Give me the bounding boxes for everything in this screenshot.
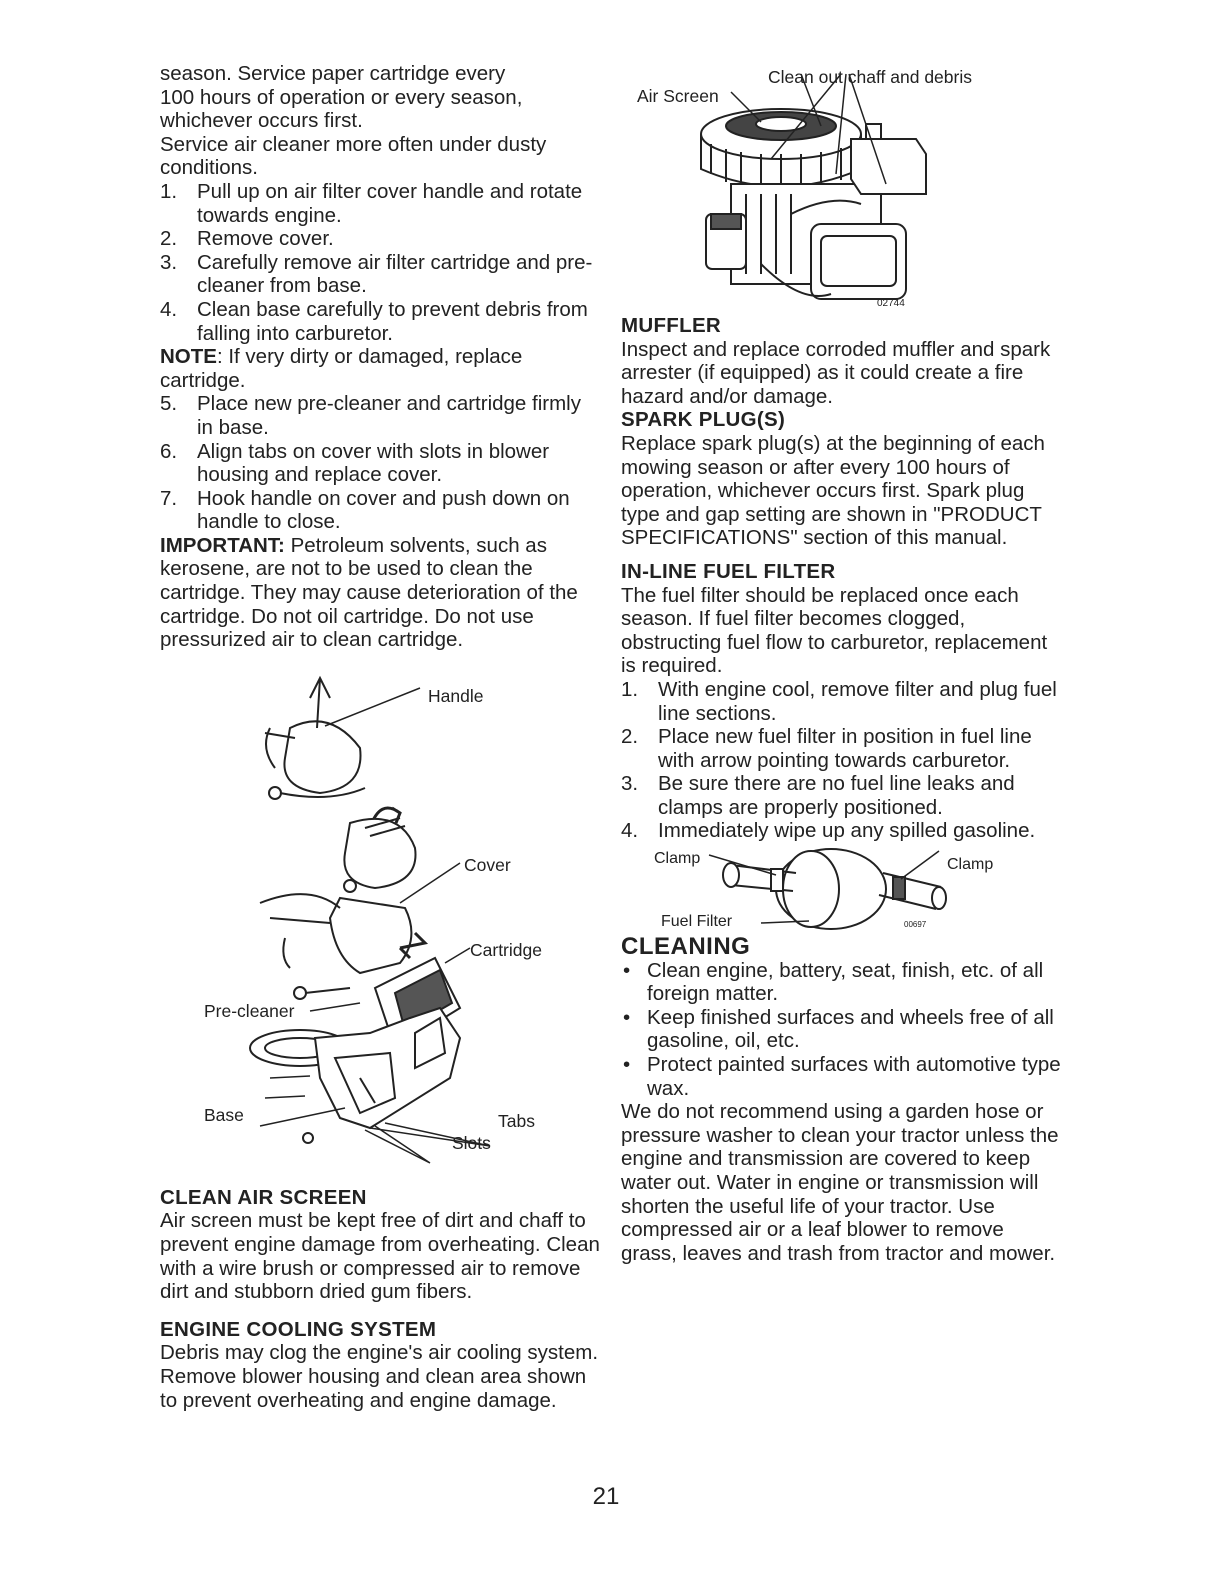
- spark-plug-heading: SPARK PLUG(S): [621, 408, 786, 432]
- step-number: 3.: [621, 772, 639, 796]
- list-item: [621, 772, 1061, 819]
- right-column: [621, 64, 1061, 1265]
- figure-id: 02744: [877, 298, 905, 309]
- engine-cooling-heading: ENGINE COOLING SYSTEM: [160, 1317, 437, 1341]
- note-text: : If very dirty or damaged, replace cartridge.: [160, 345, 523, 392]
- steps-list-a: [160, 180, 600, 345]
- tabs-label: Tabs: [498, 1110, 535, 1131]
- step-number: 2.: [621, 725, 639, 749]
- spark-plug-text: Replace spark plug(s) at the beginning of each mowing season or after every 100 hours of operation, whichever occurs first. Spark plug type and gap setting are shown in "PRODUCT SPECIFICATIONS" section of this manual.: [621, 431, 1045, 550]
- air-filter-figure: [160, 658, 600, 1186]
- fuel-filter-heading: IN-LINE FUEL FILTER: [621, 559, 836, 583]
- muffler-text: Inspect and replace corroded muffler and spark arrester (if equipped) as it could create a fire hazard and/or damage.: [621, 337, 1051, 408]
- fuel-filter-label: Fuel Filter: [661, 913, 733, 931]
- bullet-text: Protect painted surfaces with automotive type wax.: [647, 1053, 1061, 1100]
- base-label: Base: [204, 1104, 244, 1125]
- engine-figure: [621, 64, 1061, 314]
- cover-label: Cover: [464, 854, 511, 875]
- list-item: [160, 392, 600, 439]
- list-item: [621, 1006, 1061, 1053]
- clamp-left-label: Clamp: [654, 850, 701, 868]
- page-number: 21: [592, 1483, 620, 1510]
- pre-cleaner-label: Pre-cleaner: [204, 1000, 295, 1021]
- step-text: Carefully remove air filter cartridge and pre-cleaner from base.: [197, 250, 593, 298]
- step-number: 3.: [160, 250, 178, 274]
- note-label: NOTE: [160, 345, 217, 369]
- intro-line: whichever occurs first.: [160, 109, 363, 133]
- important-label: IMPORTANT:: [160, 533, 285, 557]
- step-number: 4.: [621, 819, 639, 843]
- step-number: 4.: [160, 297, 178, 321]
- bullet-icon: •: [623, 1053, 631, 1077]
- intro-line: 100 hours of operation or every season,: [160, 85, 523, 109]
- fuel-filter-text: The fuel filter should be replaced once each season. If fuel filter becomes clogged, obstructing fuel flow to carburetor, replacement is required.: [621, 583, 1048, 678]
- list-item: [160, 227, 600, 251]
- cleaning-text: We do not recommend using a garden hose or pressure washer to clean your tractor unless the engine and transmission are covered to keep water out. Water in engine or transmission will shorten the useful life of your tractor. Use compressed air or a leaf blower to remove grass, leaves and trash from tractor and mower.: [621, 1100, 1059, 1265]
- list-item: [160, 487, 600, 534]
- important-text: Petroleum solvents, such as kerosene, are not to be used to clean the cartridge. They may cause deterioration of the cartridge. Do not oil cartridge. Do not use pressurized air to clean cartridge.: [160, 533, 578, 652]
- list-item: [621, 725, 1061, 772]
- intro-line: Service air cleaner more often under dusty: [160, 132, 547, 156]
- step-number: 5.: [160, 392, 178, 416]
- list-item: [621, 819, 1061, 843]
- list-item: [621, 1053, 1061, 1100]
- intro-line: season. Service paper cartridge every: [160, 62, 506, 85]
- step-text: Be sure there are no fuel line leaks and clamps are properly positioned.: [658, 772, 1015, 819]
- step-text: Place new pre-cleaner and cartridge firmly in base.: [197, 392, 581, 439]
- step-text: Align tabs on cover with slots in blower housing and replace cover.: [197, 439, 550, 487]
- fuel-filter-figure: [621, 843, 1061, 935]
- bullet-icon: •: [623, 958, 631, 982]
- air-screen-label: Air Screen: [637, 86, 719, 106]
- cleaning-heading: CLEANING: [621, 933, 751, 961]
- clean-chaff-label: Clean out chaff and debris: [768, 67, 972, 87]
- left-column: [160, 62, 600, 1412]
- list-item: [160, 440, 600, 487]
- bullet-text: Keep finished surfaces and wheels free of all gasoline, oil, etc.: [647, 1005, 1054, 1053]
- step-text: Immediately wipe up any spilled gasoline.: [658, 819, 1036, 843]
- note-paragraph: [160, 345, 600, 392]
- list-item: [621, 959, 1061, 1006]
- slots-label: Slots: [452, 1132, 491, 1153]
- muffler-heading: MUFFLER: [621, 314, 722, 337]
- clamp-right-label: Clamp: [947, 856, 994, 874]
- step-number: 6.: [160, 439, 178, 463]
- bullet-text: Clean engine, battery, seat, finish, etc. of all foreign matter.: [647, 958, 1044, 1006]
- step-text: Hook handle on cover and push down on handle to close.: [197, 486, 570, 534]
- list-item: [160, 298, 600, 345]
- intro-line: conditions.: [160, 156, 259, 180]
- steps-list-b: [160, 392, 600, 534]
- list-item: [621, 678, 1061, 725]
- handle-label: Handle: [428, 685, 484, 706]
- fuel-filter-steps: [621, 678, 1061, 843]
- list-item: [160, 251, 600, 298]
- list-item: [160, 180, 600, 227]
- bullet-icon: •: [623, 1005, 631, 1029]
- step-text: Remove cover.: [197, 227, 334, 251]
- step-number: 7.: [160, 486, 178, 510]
- step-text: Clean base carefully to prevent debris from falling into carburetor.: [197, 297, 588, 345]
- fuel-figure-id: 00697: [904, 920, 927, 930]
- important-paragraph: [160, 534, 600, 652]
- cartridge-label: Cartridge: [470, 939, 542, 960]
- clean-air-screen-text: Air screen must be kept free of dirt and chaff to prevent engine damage from overheating. Clean with a wire brush or compressed air to remove dirt and stubborn dried gum fibers.: [160, 1209, 600, 1304]
- clean-air-screen-heading: CLEAN AIR SCREEN: [160, 1185, 367, 1209]
- step-number: 1.: [160, 179, 178, 203]
- step-text: With engine cool, remove filter and plug fuel line sections.: [658, 677, 1057, 725]
- engine-cooling-text: Debris may clog the engine's air cooling system. Remove blower housing and clean area shown to prevent overheating and engine damage.: [160, 1341, 599, 1412]
- step-text: Pull up on air filter cover handle and rotate towards engine.: [197, 179, 583, 227]
- cleaning-bullets: [621, 959, 1061, 1101]
- step-text: Place new fuel filter in position in fuel line with arrow pointing towards carburetor.: [658, 725, 1032, 772]
- step-number: 2.: [160, 227, 178, 251]
- step-number: 1.: [621, 677, 639, 701]
